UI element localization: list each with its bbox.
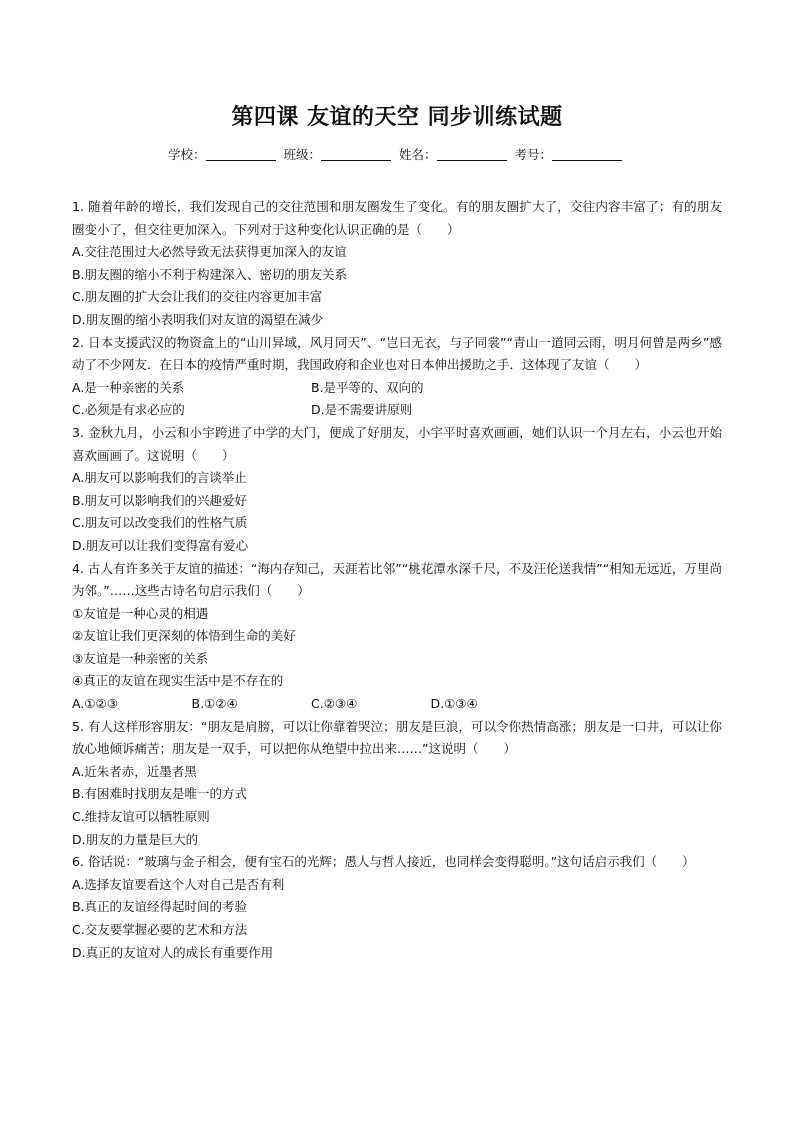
option-b: B.有困难时找朋友是唯一的方式 — [72, 786, 248, 802]
option-d: D.朋友圈的缩小表明我们对友谊的渴望在减少 — [72, 311, 324, 327]
name-blank[interactable] — [437, 147, 507, 161]
question-4 — [72, 558, 722, 716]
option-row — [72, 399, 722, 422]
option-c: C.②③④ — [311, 696, 358, 712]
option-row — [72, 377, 722, 400]
option-c: C.朋友圈的扩大会让我们的交往内容更加丰富 — [72, 289, 323, 305]
student-info-row — [0, 145, 794, 163]
question-stem: 4. 古人有许多关于友谊的描述：“海内存知己，天涯若比邻”“桃花潭水深千尺，不及汪伦送我情”“相知无远近，万里尚为邻。”……这些古诗名句启示我们（ ） — [72, 560, 722, 599]
question-6 — [72, 851, 722, 964]
option-c: C.交友要掌握必要的艺术和方法 — [72, 922, 248, 937]
option-row — [72, 693, 722, 716]
option-b: B.①②④ — [191, 696, 238, 712]
question-3 — [72, 422, 722, 558]
class-blank[interactable] — [321, 147, 391, 161]
exam-number-blank[interactable] — [552, 147, 622, 161]
option-a: A.近朱者赤，近墨者黑 — [72, 763, 197, 779]
name-label: 姓名： — [398, 147, 437, 162]
option-d: D.①③④ — [430, 696, 478, 712]
question-stem: 5. 有人这样形容朋友：“朋友是肩膀，可以让你靠着哭泣；朋友是巨浪，可以令你热情高涨；朋友是一口井，可以让你放心地倾诉痛苦；朋友是一双手，可以把你从绝望中拉出来……”这说明（ ） — [72, 718, 722, 757]
question-5 — [72, 716, 722, 852]
question-stem: 2. 日本支援武汉的物资盒上的“山川异域，风月同天”、“岂曰无衣，与子同裳”“青山一道同云雨，明月何曾是两乡”感动了不少网友．在日本的疫情严重时期，我国政府和企业也对日本伸出援助之手．这体现了友谊（ ） — [72, 334, 722, 373]
question-1 — [72, 196, 722, 332]
option-c: C.维持友谊可以牺牲原则 — [72, 809, 210, 825]
statement-1: ①友谊是一种心灵的相遇 — [72, 605, 209, 621]
option-b: B.朋友圈的缩小不利于构建深入、密切的朋友关系 — [72, 266, 348, 282]
option-d: D.朋友的力量是巨大的 — [72, 831, 199, 847]
option-a: A.交往范围过大必然导致无法获得更加深入的友谊 — [72, 244, 347, 260]
question-stem: 6. 俗话说：“玻璃与金子相会，便有宝石的光辉；愚人与哲人接近，也同样会变得聪明。”这句话启示我们（ ） — [72, 854, 695, 870]
option-d: D.真正的友谊对人的成长有重要作用 — [72, 944, 274, 960]
option-d: D.是不需要讲原则 — [311, 402, 413, 418]
option-d: D.朋友可以让我们变得富有爱心 — [72, 537, 249, 553]
option-b: B.真正的友谊经得起时间的考验 — [72, 899, 248, 915]
option-a: A.朋友可以影响我们的言谈举止 — [72, 470, 247, 486]
option-c: C.朋友可以改变我们的性格气质 — [72, 515, 248, 531]
option-a: A.选择友谊要看这个人对自己是否有利 — [72, 876, 285, 892]
option-b: B.是平等的、双向的 — [311, 379, 424, 395]
school-blank[interactable] — [206, 147, 276, 161]
exam-number-label: 考号： — [514, 147, 552, 162]
statement-2: ②友谊让我们更深刻的体悟到生命的美好 — [72, 628, 296, 644]
question-list — [72, 196, 722, 964]
question-2 — [72, 332, 722, 422]
question-stem: 3. 金秋九月，小云和小宇跨进了中学的大门，便成了好朋友，小宇平时喜欢画画，她们认识一个月左右，小云也开始喜欢画画了。这说明（ ） — [72, 424, 722, 463]
statement-4: ④真正的友谊在现实生活中是不存在的 — [72, 673, 284, 689]
option-c: C.必须是有求必应的 — [72, 402, 185, 418]
question-stem: 1. 随着年龄的增长，我们发现自己的交往范围和朋友圈发生了变化。有的朋友圈扩大了，交往内容丰富了；有的朋友圈变小了，但交往更加深入。下列对于这种变化认识正确的是（ ） — [72, 199, 722, 237]
page-title: 第四课 友谊的天空 同步训练试题 — [231, 104, 563, 130]
class-label: 班级： — [283, 147, 321, 162]
option-a: A.是一种亲密的关系 — [72, 379, 185, 395]
option-b: B.朋友可以影响我们的兴趣爱好 — [72, 492, 248, 508]
option-a: A.①②③ — [72, 696, 118, 712]
statement-3: ③友谊是一种亲密的关系 — [72, 650, 209, 666]
school-label: 学校： — [167, 147, 206, 162]
